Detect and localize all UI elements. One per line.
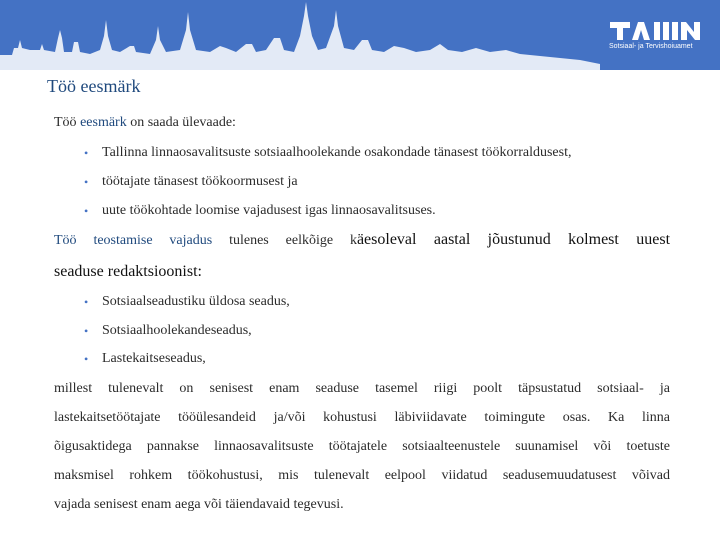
intro-line: [54, 115, 236, 131]
reason-keyword: Töö teostamise vajadus: [54, 233, 213, 248]
paragraph-reason-line1: [54, 231, 670, 249]
paragraph-reason-line2: seaduse redaktsioonist:: [54, 263, 202, 280]
list-item: Lastekaitseseadus,: [102, 351, 206, 366]
bullet-icon: •: [84, 295, 89, 309]
list-item: uute töökohtade loomise vajadusest igas linnaosavalitsuses.: [102, 203, 436, 218]
bullet-icon: •: [84, 324, 89, 338]
list-item: töötajate tänasest töökoormusest ja: [102, 174, 298, 189]
paragraph-last-line: vajada senisest enam aega või täiendavaid tegevusi.: [54, 497, 344, 512]
slide-title: Töö eesmärk: [47, 76, 141, 96]
list-item: Sotsiaalhoolekandeseadus,: [102, 323, 252, 338]
bullet-icon: •: [84, 175, 89, 189]
tallinn-logo: [608, 16, 704, 56]
bullet-icon: •: [84, 352, 89, 366]
list-item: Sotsiaalseadustiku üldosa seadus,: [102, 294, 290, 309]
paragraph-line: lastekaitsetöötajate tööülesandeid ja/või kohustusi läbiviidavate toimingute osas. Ka linna: [54, 410, 670, 425]
intro-keyword: eesmärk: [80, 115, 127, 130]
reason-big: äesoleval aastal jõustunud kolmest uuest: [356, 231, 671, 248]
logo-subtitle: Sotsiaal- ja Tervishoiuamet: [609, 43, 693, 50]
paragraph-line: maksmisel rohkem töökohustusi, mis tulenevalt eelpool viidatud seadusemuudatusest võivad: [54, 468, 670, 483]
paragraph-line: õigusaktidega pannakse linnaosavalitsuste töötajatele sotsiaalteenustele suunamisel või toetuste: [54, 439, 670, 454]
bullet-icon: •: [84, 204, 89, 218]
header-banner: [0, 0, 720, 70]
intro-rest: on saada ülevaade:: [130, 115, 236, 130]
bullet-icon: •: [84, 146, 89, 160]
list-item: Tallinna linnaosavalitsuste sotsiaalhoolekande osakondade tänasest töökorraldusest,: [102, 145, 572, 160]
reason-mid: tulenes eelkõige k: [229, 233, 357, 248]
intro-prefix: Töö: [54, 115, 77, 130]
paragraph-line: millest tulenevalt on senisest enam seaduse tasemel riigi poolt täpsustatud sotsiaal- ja: [54, 381, 670, 396]
